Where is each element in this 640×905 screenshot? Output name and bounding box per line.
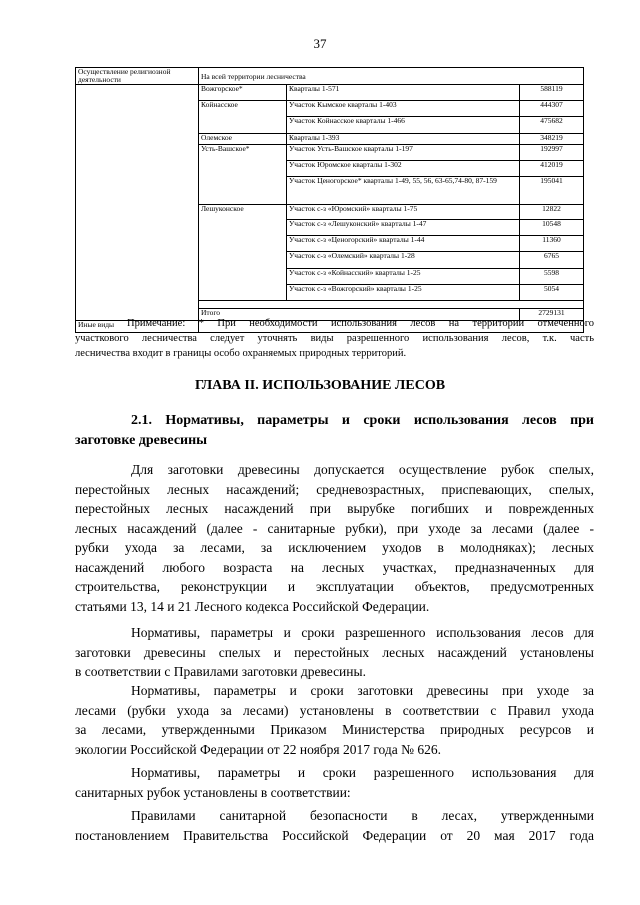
district-cell: Койнасское	[199, 100, 287, 133]
paragraph-line: экологии Российской Федерации от 22 ноября 2017 года № 626.	[75, 741, 442, 757]
value-cell: 348219	[520, 133, 584, 144]
area-cell: Участок с-з «Юромский» кварталы 1-75	[287, 204, 520, 219]
paragraph-line: Нормативы, параметры и сроки разрешенного использования лесов для	[131, 625, 594, 640]
other-label: Иные виды	[76, 320, 199, 332]
paragraph-line: перестойных лесных насаждений при вырубке погибших и поврежденных	[75, 501, 594, 516]
page-number: 37	[313, 36, 327, 51]
value-cell: 475682	[520, 116, 584, 133]
area-cell: Кварталы 1-393	[287, 133, 520, 144]
section-heading-line: заготовке древесины	[75, 433, 208, 448]
paragraph-line: лесных насаждений (далее - санитарные рубки), при уходе за лесами (далее -	[75, 520, 594, 536]
area-cell: Участок с-з «Олемский» кварталы 1-28	[287, 251, 520, 268]
table-cell	[199, 300, 584, 308]
paragraph	[75, 763, 594, 802]
paragraph-line: Нормативы, параметры и сроки разрешенного использования для	[131, 765, 594, 780]
activity-label: Осуществление религиозной деятельности	[78, 67, 171, 84]
value-cell: 12822	[520, 204, 584, 219]
value-cell: 444307	[520, 100, 584, 116]
value-cell: 5598	[520, 268, 584, 284]
total-label: Итого	[199, 308, 520, 320]
paragraph-line: статьями 13, 14 и 21 Лесного кодекса Российской Федерации.	[75, 598, 430, 614]
table-note	[75, 316, 594, 361]
paragraph-line: санитарных рубок установлены в соответствии:	[75, 784, 351, 800]
paragraph	[75, 681, 594, 759]
district-cell: Лешуконское	[199, 204, 287, 300]
district-cell: Усть-Вашское*	[199, 144, 287, 204]
area-cell: Участок с-з «Вожгорский» кварталы 1-25	[287, 284, 520, 300]
paragraph-line: перестойных лесных насаждений; средневозрастных, приспевающих, спелых,	[75, 481, 594, 497]
paragraph	[75, 806, 594, 845]
paragraph-line: лесами (рубки ухода за лесами) установлены в соответствии с Правил ухода	[75, 702, 594, 718]
total-value: 2729131	[520, 308, 584, 320]
area-cell: Участок Кымское кварталы 1-403	[287, 100, 520, 116]
table-row	[76, 84, 584, 100]
area-cell: Участок с-з «Койнасский» кварталы 1-25	[287, 268, 520, 284]
chapter-title: ГЛАВА II. ИСПОЛЬЗОВАНИЕ ЛЕСОВ	[194, 378, 446, 393]
all-territory-cell: На всей территории лесничества	[199, 73, 584, 84]
paragraph-line: насаждений любого возраста на лесных участках, предназначенных для	[75, 559, 594, 575]
value-cell: 192997	[520, 144, 584, 160]
value-cell: 11360	[520, 235, 584, 251]
paragraph-line: рубки ухода за лесами, за исключением уходов в молодняках); лесных	[75, 540, 594, 555]
value-cell: 5054	[520, 284, 584, 300]
area-cell: Участок с-з «Лешуконский» кварталы 1-47	[287, 219, 520, 235]
section-heading-text: 2.1. Нормативы, параметры и сроки использования лесов при	[131, 413, 594, 428]
table-cell	[76, 84, 199, 320]
area-cell: Участок Ценогорское* кварталы 1-49, 55, 56, 63-65,74-80, 87-159	[287, 176, 520, 204]
area-cell: Кварталы 1-571	[287, 84, 520, 100]
paragraph-line: заготовки древесины спелых и перестойных лесных насаждений установлены	[75, 644, 594, 660]
section-heading	[75, 411, 594, 451]
area-cell: Участок Юромское кварталы 1-302	[287, 160, 520, 176]
value-cell: 588119	[520, 84, 584, 100]
paragraph	[75, 623, 594, 682]
paragraph-line: Нормативы, параметры и сроки заготовки древесины при уходе за	[131, 683, 594, 698]
value-cell: 412019	[520, 160, 584, 176]
district-cell: Вожгорское*	[199, 84, 287, 100]
value-cell: 195041	[520, 176, 584, 204]
paragraph-line: в соответствии с Правилами заготовки древесины.	[75, 664, 366, 679]
area-cell: Участок Койнасское кварталы 1-466	[287, 116, 520, 133]
note-line: Примечание: * При необходимости использования лесов на территории отмеченного	[127, 318, 594, 329]
activity-label-cell	[76, 68, 199, 85]
note-line: лесничества входит в границы особо охраняемых природных территорий.	[75, 348, 407, 359]
land-use-table	[75, 67, 584, 333]
district-cell: Олемское	[199, 133, 287, 144]
paragraph-line: постановлением Правительства Российской Федерации от 20 мая 2017 года	[75, 827, 594, 843]
area-cell: Участок с-з «Ценогорский» кварталы 1-44	[287, 235, 520, 251]
paragraph-line: строительства, реконструкции и эксплуатации объектов, предусмотренных	[75, 579, 594, 594]
paragraph-line: Для заготовки древесины допускается осуществление рубок спелых,	[131, 462, 594, 477]
value-cell: 10548	[520, 219, 584, 235]
paragraph-line: за лесами, утвержденными Приказом Министерства природных ресурсов и	[75, 722, 594, 737]
area-cell: Участок Усть-Вашское кварталы 1-197	[287, 144, 520, 160]
paragraph	[75, 460, 594, 616]
section-heading-line	[75, 411, 594, 431]
note-line: участкового лесничества следует уточнять виды разрешенного использования лесов, т.к. часть	[75, 333, 594, 344]
paragraph-line: Правилами санитарной безопасности в лесах, утвержденными	[131, 808, 594, 823]
value-cell: 6765	[520, 251, 584, 268]
